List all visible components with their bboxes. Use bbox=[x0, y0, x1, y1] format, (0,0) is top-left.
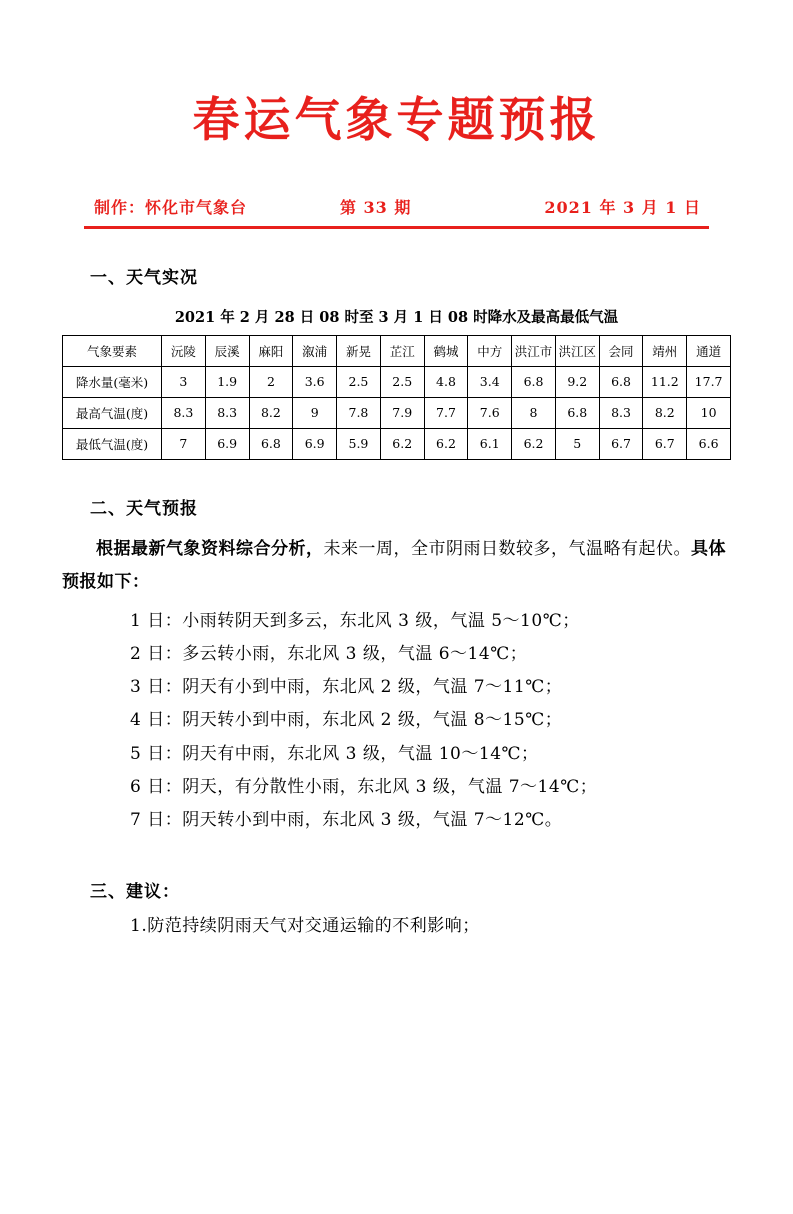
table-row-header: 最高气温(度) bbox=[63, 397, 162, 428]
document-page bbox=[0, 92, 793, 1214]
table-column-header: 沅陵 bbox=[162, 335, 206, 366]
table-row-header: 最低气温(度) bbox=[63, 428, 162, 459]
table-cell: 3.4 bbox=[468, 366, 512, 397]
page-title: 春运气象专题预报 bbox=[192, 93, 601, 148]
table-cell: 7.7 bbox=[424, 397, 468, 428]
forecast-item: 2 日：多云转小雨，东北风 3 级，气温 6～14℃； bbox=[130, 644, 528, 665]
meta-date: 2021 年 3 月 1 日 bbox=[544, 197, 701, 217]
table-cell: 7 bbox=[162, 428, 206, 459]
forecast-item: 7 日：阴天转小到中雨，东北风 3 级，气温 7～12℃。 bbox=[130, 809, 563, 830]
table-column-header: 中方 bbox=[468, 335, 512, 366]
table-cell: 6.2 bbox=[512, 428, 556, 459]
table-cell: 6.2 bbox=[424, 428, 468, 459]
suggestion-list bbox=[62, 910, 731, 943]
section-heading-observation: 一、天气实况 bbox=[90, 267, 198, 288]
table-cell: 8.3 bbox=[205, 397, 249, 428]
table-column-header: 芷江 bbox=[380, 335, 424, 366]
table-cell: 5.9 bbox=[337, 428, 381, 459]
forecast-item: 1 日：小雨转阴天到多云，东北风 3 级，气温 5～10℃； bbox=[130, 611, 580, 632]
table-cell: 4.8 bbox=[424, 366, 468, 397]
table-cell: 17.7 bbox=[687, 366, 731, 397]
table-cell: 8 bbox=[512, 397, 556, 428]
table-column-header: 鹤城 bbox=[424, 335, 468, 366]
forecast-item: 3 日：阴天有小到中雨，东北风 2 级，气温 7～11℃； bbox=[130, 677, 563, 698]
table-column-header: 麻阳 bbox=[249, 335, 293, 366]
forecast-intro bbox=[62, 533, 731, 599]
table-cell: 2.5 bbox=[380, 366, 424, 397]
table-cell: 7.6 bbox=[468, 397, 512, 428]
table-cell: 2 bbox=[249, 366, 293, 397]
weather-data-table bbox=[62, 335, 731, 460]
table-cell: 9 bbox=[293, 397, 337, 428]
table-cell: 8.2 bbox=[643, 397, 687, 428]
table-row bbox=[63, 428, 731, 459]
table-row bbox=[63, 366, 731, 397]
table-column-header: 辰溪 bbox=[205, 335, 249, 366]
section-heading-suggestion: 三、建议： bbox=[90, 882, 180, 903]
table-cell: 6.1 bbox=[468, 428, 512, 459]
table-cell: 6.7 bbox=[599, 428, 643, 459]
table-cell: 6.7 bbox=[643, 428, 687, 459]
table-cell: 6.8 bbox=[555, 397, 599, 428]
table-column-header: 新晃 bbox=[337, 335, 381, 366]
forecast-intro-bold-2: 具体预报如下： bbox=[62, 538, 726, 592]
table-cell: 6.9 bbox=[293, 428, 337, 459]
table-cell: 3 bbox=[162, 366, 206, 397]
meta-maker: 制作：怀化市气象台 bbox=[94, 197, 248, 217]
table-cell: 8.3 bbox=[599, 397, 643, 428]
table-caption: 2021 年 2 月 28 日 08 时至 3 月 1 日 08 时降水及最高最低气温 bbox=[174, 308, 619, 326]
table-cell: 10 bbox=[687, 397, 731, 428]
table-cell: 2.5 bbox=[337, 366, 381, 397]
table-header-row bbox=[63, 335, 731, 366]
table-column-header: 通道 bbox=[687, 335, 731, 366]
table-cell: 6.8 bbox=[512, 366, 556, 397]
forecast-intro-normal: 未来一周，全市阴雨日数较多，气温略有起伏。 bbox=[323, 538, 691, 559]
forecast-list bbox=[62, 605, 731, 837]
forecast-intro-bold-1: 根据最新气象资料综合分析， bbox=[96, 538, 324, 559]
table-cell: 5 bbox=[555, 428, 599, 459]
table-column-header: 溆浦 bbox=[293, 335, 337, 366]
table-row-header: 降水量(毫米) bbox=[63, 366, 162, 397]
table-cell: 3.6 bbox=[293, 366, 337, 397]
table-column-header: 洪江市 bbox=[512, 335, 556, 366]
table-corner-cell: 气象要素 bbox=[63, 335, 162, 366]
section-heading-forecast: 二、天气预报 bbox=[90, 498, 198, 519]
table-column-header: 靖州 bbox=[643, 335, 687, 366]
table-column-header: 会同 bbox=[599, 335, 643, 366]
meta-divider bbox=[84, 226, 709, 229]
table-cell: 8.3 bbox=[162, 397, 206, 428]
forecast-item: 4 日：阴天转小到中雨，东北风 2 级，气温 8～15℃； bbox=[130, 710, 563, 731]
table-cell: 11.2 bbox=[643, 366, 687, 397]
table-cell: 6.8 bbox=[249, 428, 293, 459]
table-column-header: 洪江区 bbox=[555, 335, 599, 366]
table-cell: 6.8 bbox=[599, 366, 643, 397]
table-cell: 7.9 bbox=[380, 397, 424, 428]
table-cell: 9.2 bbox=[555, 366, 599, 397]
table-cell: 8.2 bbox=[249, 397, 293, 428]
table-cell: 6.2 bbox=[380, 428, 424, 459]
table-cell: 6.6 bbox=[687, 428, 731, 459]
table-row bbox=[63, 397, 731, 428]
forecast-item: 5 日：阴天有中雨，东北风 3 级，气温 10～14℃； bbox=[130, 743, 539, 764]
meta-row bbox=[62, 195, 731, 218]
meta-issue: 第 33 期 bbox=[339, 197, 412, 217]
table-cell: 7.8 bbox=[337, 397, 381, 428]
suggestion-item: 1.防范持续阴雨天气对交通运输的不利影响； bbox=[130, 916, 480, 937]
table-cell: 6.9 bbox=[205, 428, 249, 459]
forecast-item: 6 日：阴天，有分散性小雨，东北风 3 级，气温 7～14℃； bbox=[130, 776, 598, 797]
table-cell: 1.9 bbox=[205, 366, 249, 397]
